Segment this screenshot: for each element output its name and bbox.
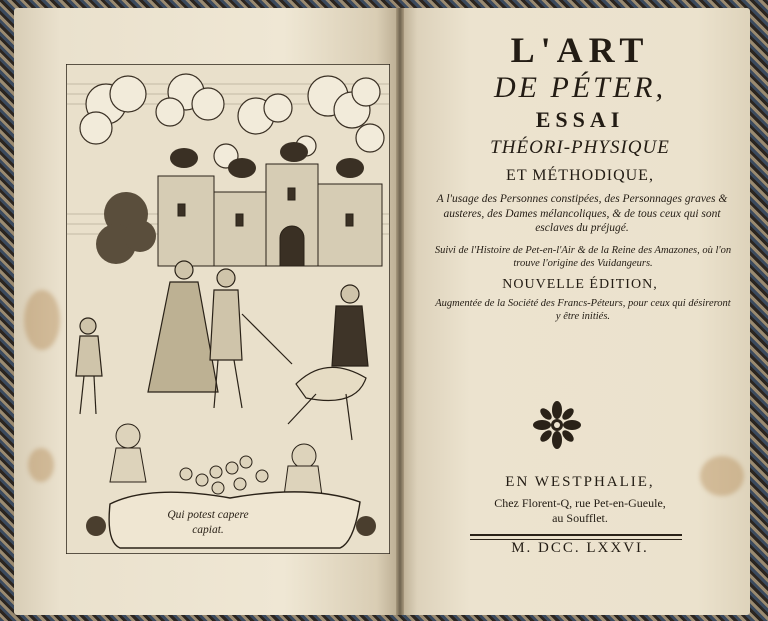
- title-line-4: THÉORI-PHYSIQUE: [490, 137, 670, 158]
- floral-ornament-icon: [530, 398, 584, 452]
- title-page-text: [410, 30, 750, 324]
- title-line-5: ET MÉTHODIQUE,: [506, 167, 654, 184]
- date-line: M. DCC. LXXVI.: [511, 540, 649, 556]
- title-line-2: DE PÉTER,: [494, 71, 666, 104]
- publisher-block: [410, 496, 750, 526]
- title-line-1: L'ART: [510, 30, 650, 70]
- engraving-illustration: [66, 64, 390, 554]
- usage-paragraph: A l'usage des Personnes constipées, des Personnages graves & austeres, des Dames mélancoliques, & de tous ceux qui sont esclaves du préjugé.: [436, 193, 728, 234]
- paper-stain: [24, 290, 60, 350]
- book-gutter: [396, 8, 404, 615]
- caption-line-1: Qui potest capere: [167, 509, 249, 521]
- paper-stain: [28, 448, 54, 482]
- edition-line: NOUVELLE ÉDITION,: [502, 276, 658, 292]
- place-line: EN WESTPHALIE,: [505, 474, 655, 490]
- caption-line-2: capiat.: [192, 524, 224, 536]
- frontispiece-engraving: [66, 64, 390, 554]
- augmentee-paragraph: Augmentée de la Société des Francs-Péteurs, pour ceux qui désireront y être initiés.: [435, 297, 731, 322]
- publisher-line-1: Chez Florent-Q, rue Pet-en-Gueule,: [494, 496, 666, 510]
- publisher-line-2: au Soufflet.: [552, 511, 608, 525]
- engraving-caption: [148, 508, 268, 538]
- suivi-paragraph: Suivi de l'Histoire de Pet-en-l'Air & de la Reine des Amazones, où l'on trouve l'origine des Vuidangeurs.: [434, 244, 732, 269]
- title-line-3: ESSAI: [535, 107, 625, 132]
